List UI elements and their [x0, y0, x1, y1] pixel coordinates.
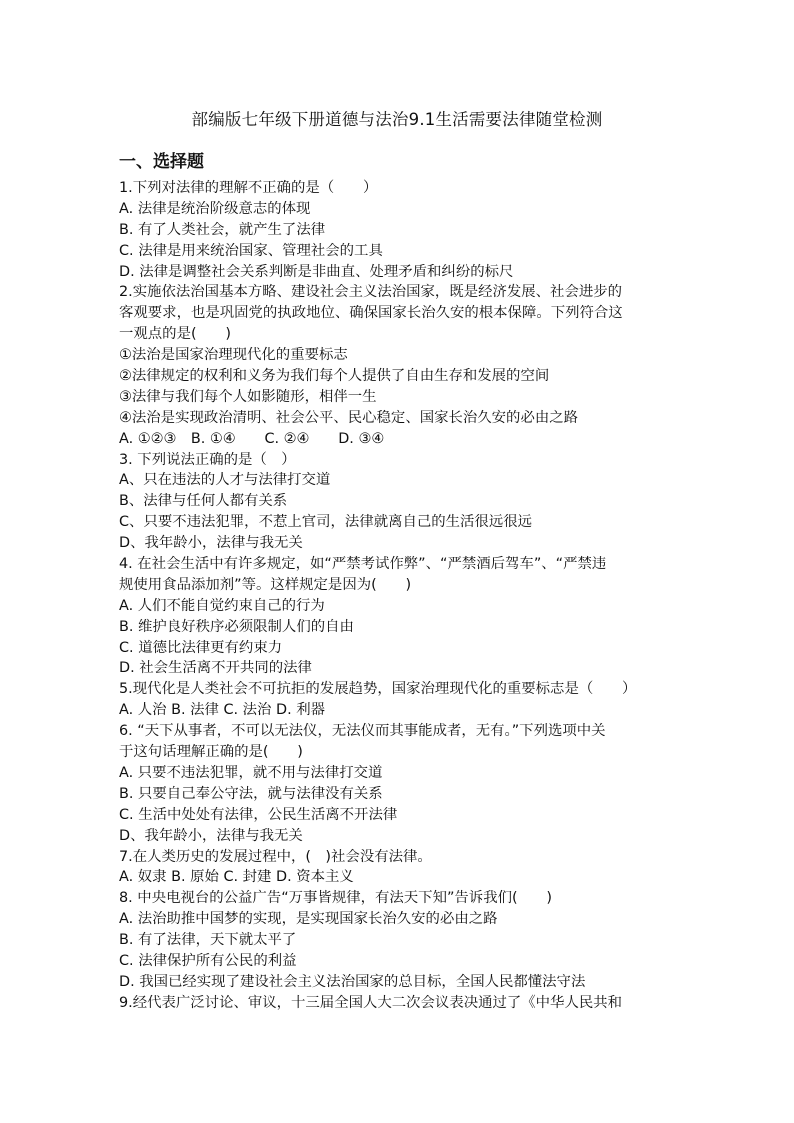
question-list [119, 178, 679, 1014]
text-line: B. 有了法律，天下就太平了 [119, 932, 297, 949]
text-line: A. 法治助推中国梦的实现，是实现国家长治久安的必由之路 [119, 911, 498, 928]
text-line: 一观点的是( ) [119, 326, 231, 343]
text-line: A. 法律是统治阶级意志的体现 [119, 200, 311, 217]
text-line: B、法律与任何人都有关系 [119, 493, 288, 510]
text-line: ③法律与我们每个人如影随形，相伴一生 [119, 388, 377, 405]
text-line: D、我年龄小，法律与我无关 [119, 827, 303, 844]
text-line: A. 人治 B. 法律 C. 法治 D. 利器 [119, 702, 326, 719]
text-line: D. 我国已经实现了建设社会主义法治国家的总目标，全国人民都懂法守法 [119, 973, 586, 990]
text-line: A. 人们不能自觉约束自己的行为 [119, 597, 325, 614]
text-line: D. 法律是调整社会关系判断是非曲直、处理矛盾和纠纷的标尺 [119, 263, 514, 280]
text-line: 客观要求，也是巩固党的执政地位、确保国家长治久安的根本保障。下列符合这 [119, 305, 623, 322]
text-line: A. 奴隶 B. 原始 C. 封建 D. 资本主义 [119, 869, 354, 886]
text-line: 6. “天下从事者，不可以无法仪，无法仪而其事能成者，无有。”下列选项中关 [119, 723, 606, 740]
text-line: 于这句话理解正确的是( ) [119, 744, 303, 761]
text-line: 9.经代表广泛讨论、审议，十三届全国人大二次会议表决通过了《中华人民共和 [119, 994, 623, 1011]
text-line: B. 只要自己奉公守法，就与法律没有关系 [119, 785, 383, 802]
text-line: 7.在人类历史的发展过程中，( )社会没有法律。 [119, 848, 432, 865]
page-title: 部编版七年级下册道德与法治9.1生活需要法律随堂检测 [191, 110, 603, 129]
section-heading: 一、选择题 [119, 152, 204, 172]
text-line: 规使用食品添加剂”等。这样规定是因为( ) [119, 576, 412, 593]
text-line: D. 社会生活离不开共同的法律 [119, 660, 312, 677]
text-line: C. 道德比法律更有约束力 [119, 639, 283, 656]
text-line: A、只在违法的人才与法律打交道 [119, 472, 331, 489]
text-line: D、我年龄小，法律与我无关 [119, 535, 303, 552]
text-line: C. 生活中处处有法律，公民生活离不开法律 [119, 806, 398, 823]
text-line: 5.现代化是人类社会不可抗拒的发展趋势，国家治理现代化的重要标志是（ ） [119, 681, 637, 698]
text-line: ④法治是实现政治清明、社会公平、民心稳定、国家长治久安的必由之路 [119, 409, 579, 426]
text-line: 4. 在社会生活中有许多规定，如“严禁考试作弊”、“严禁酒后驾车”、“严禁违 [119, 556, 607, 573]
text-line: ②法律规定的权利和义务为我们每个人提供了自由生存和发展的空间 [119, 368, 550, 385]
text-line: A. ①②③ B. ①④ C. ②④ D. ③④ [119, 430, 385, 447]
text-line: 8. 中央电视台的公益广告“万事皆规律，有法天下知”告诉我们( ) [119, 890, 552, 907]
text-line: 2.实施依法治国基本方略、建设社会主义法治国家，既是经济发展、社会进步的 [119, 284, 623, 301]
text-line: A. 只要不违法犯罪，就不用与法律打交道 [119, 764, 383, 781]
text-line: C. 法律保护所有公民的利益 [119, 952, 297, 969]
text-line: B. 维护良好秩序必须限制人们的自由 [119, 618, 354, 635]
text-line: 1.下列对法律的理解不正确的是（ ） [119, 180, 378, 196]
text-line: C. 法律是用来统治国家、管理社会的工具 [119, 242, 383, 259]
text-line: 3. 下列说法正确的是（ ） [119, 451, 296, 468]
text-line: C、只要不违法犯罪，不惹上官司，法律就离自己的生活很远很远 [119, 514, 532, 531]
text-line: B. 有了人类社会，就产生了法律 [119, 221, 326, 238]
text-line: ①法治是国家治理现代化的重要标志 [119, 347, 348, 364]
